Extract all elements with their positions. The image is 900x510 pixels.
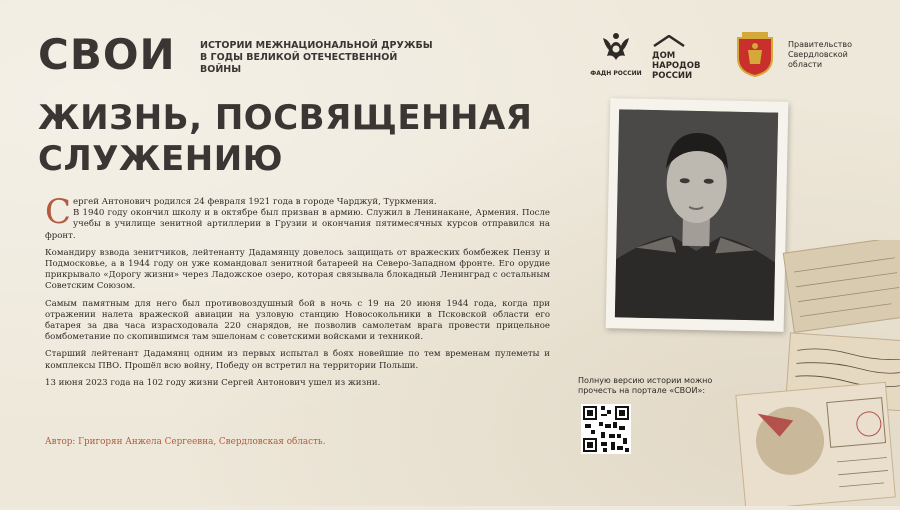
letters-illustration [720,240,900,506]
page-title: ЖИЗНЬ, ПОСВЯЩЕННАЯ СЛУЖЕНИЮ [38,98,533,179]
dom-narodov-logo [652,32,712,81]
sverdlovsk-gov-logo [732,30,852,82]
dom-narodov-label: ДОМ НАРОДОВ РОССИИ [652,51,701,81]
story-sentence: ергей Антонович родился 24 февраля 1921 года в городе Чарджуй, Туркмения. [73,197,437,207]
house-icon [652,35,686,47]
double-headed-eagle-icon [599,30,633,64]
story-paragraph: Командиру взвода зенитчиков, лейтенанту Дадамянцу довелось защищать от вражеских бомбежек Пензу и Подмосковье, а в 1944 году он уже командовал зенитной батареей на Северо-Западном фронте. Его орудие прикрывало «Дорогу жизни» через Ладожское озеро, которая связывала блокадный Ленинград с остальным Советским Союзом. [45,247,550,292]
author-credit: Автор: Григорян Анжела Сергеевна, Свердловская область. [45,437,326,447]
story-paragraph: В 1940 году окончил школу и в октябре был призван в армию. Служил в Ленинакане, Армения. После учебы в училище зенитной артиллерии в Грузии и окончания пятимесячных курсов отправился на фронт. [45,208,550,241]
wartime-letters-collage [720,240,900,506]
gov-label: Правительство Свердловской области [788,40,852,69]
fadn-label: ФАДН РОССИИ [590,70,642,77]
story-paragraph: 13 июня 2023 года на 102 году жизни Сергей Антонович ушел из жизни. [45,377,381,388]
svoi-logo: СВОИ [38,30,176,79]
portal-note: Полную версию истории можно прочесть на портале «СВОИ»: [578,376,713,395]
fadn-logo [590,30,642,77]
coat-of-arms-icon [732,30,778,78]
qr-code-icon [581,404,631,454]
story-paragraph: Самым памятным для него был противовоздушный бой в ночь с 19 на 20 июня 1944 года, когда при отражении налета вражеской авиации на узловую станцию Новосокольники в Псковской области его батарея за два часа израсходовала 220 снарядов, не позволив самолетам врага провести прицельное бомбометание по скопившимся там эшелонам с советскими войсками и техникой. [45,298,550,343]
project-tagline: ИСТОРИИ МЕЖНАЦИОНАЛЬНОЙ ДРУЖБЫ В ГОДЫ ВЕЛИКОЙ ОТЕЧЕСТВЕННОЙ ВОЙНЫ [200,40,433,75]
drop-cap: С [45,192,72,232]
qr-code[interactable] [581,404,631,454]
story-text [45,192,550,395]
story-paragraph: Старший лейтенант Дадамянц одним из первых испытал в боях новейшие по тем временам пулеметы и комплексы ПВО. Прошёл всю войну, Победу он встретил на территории Польши. [45,349,550,371]
